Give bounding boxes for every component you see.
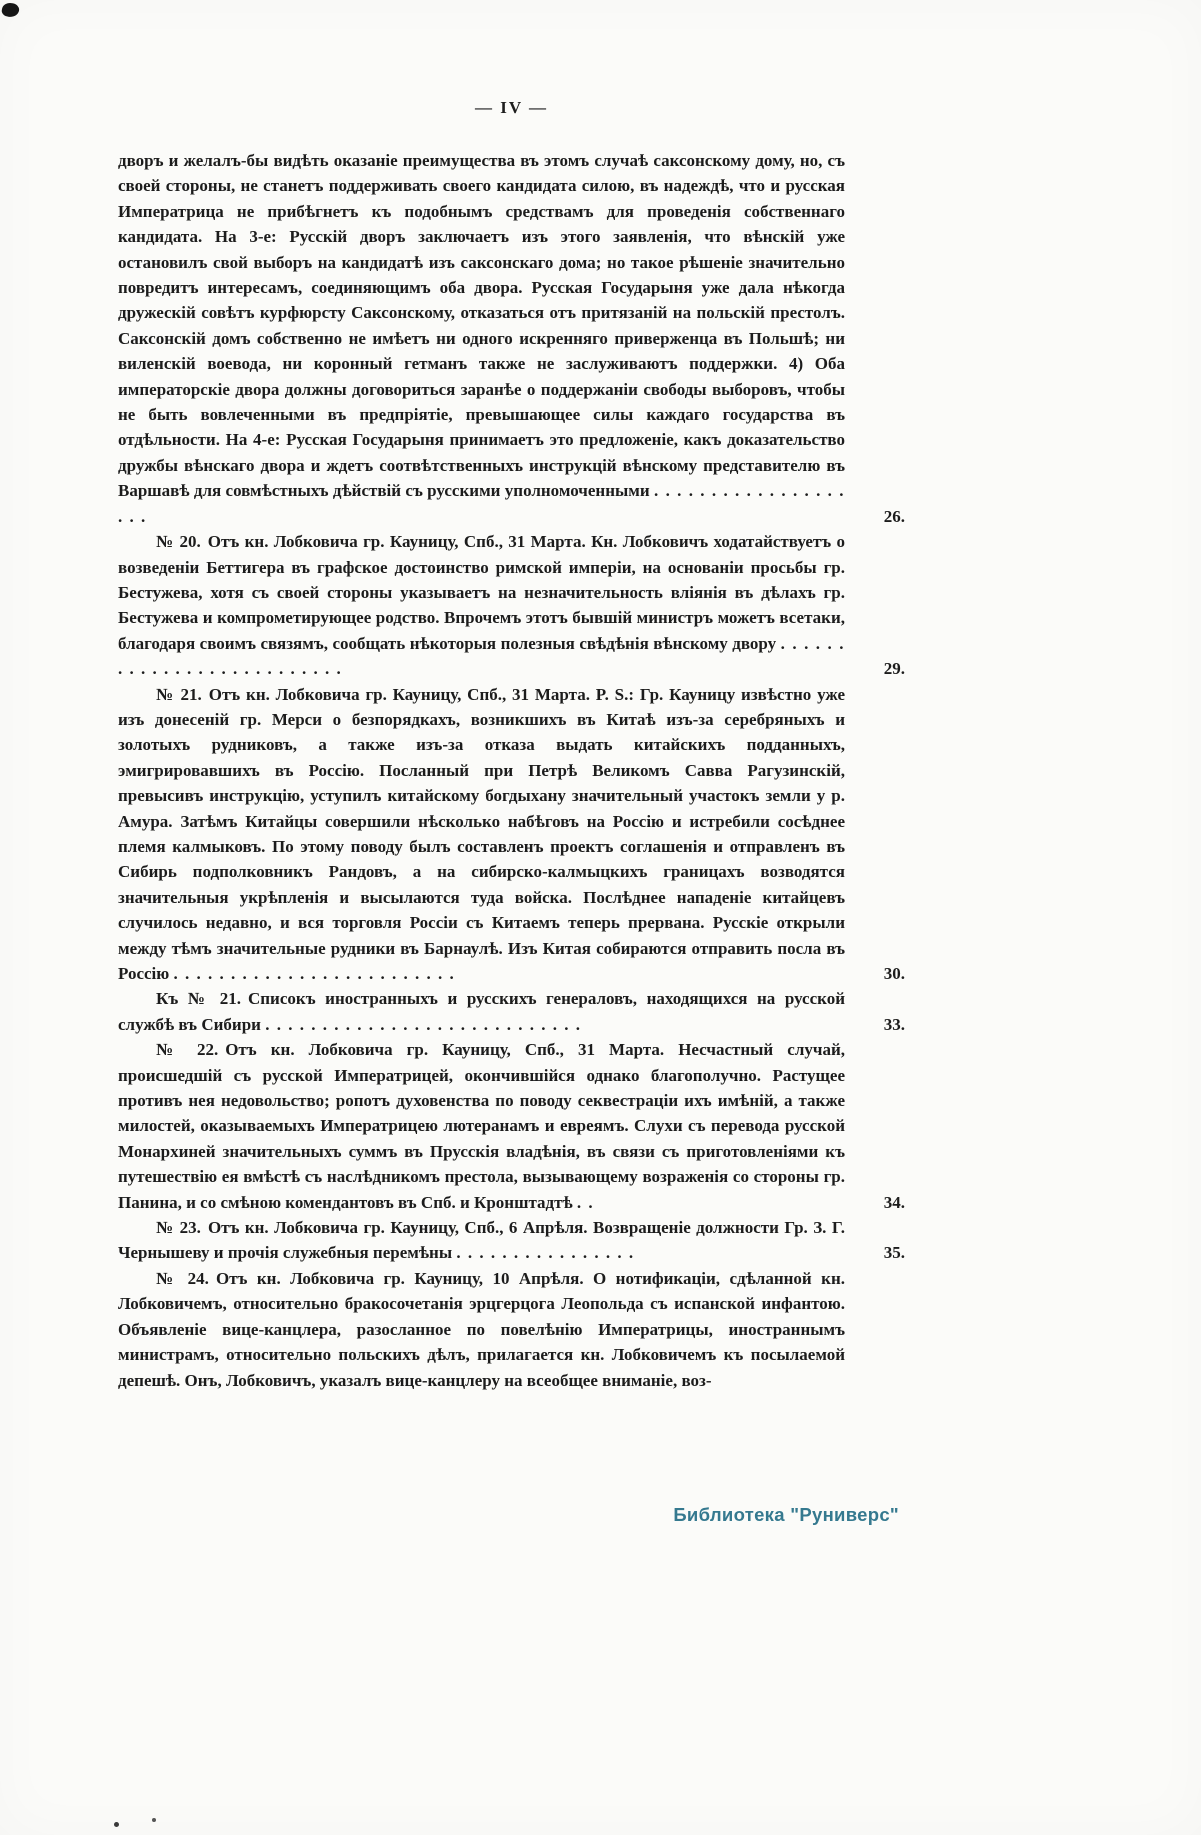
entry-body: дворъ и желалъ-бы видѣть оказаніе преимущества въ этомъ случаѣ саксонскому дому, но, съ своей стороны, не станетъ поддерживать своего кандидата силою, въ надеждѣ, что и русская Императрица не прибѣгнетъ къ подобнымъ средствамъ для проведенія собственнаго кандидата. На 3-е: Русскій дворъ заключаетъ изъ этого заявленія, что вѣнскій уже остановилъ свой выборъ на кандидатѣ изъ саксонскаго дома; но такое рѣшеніе значительно повредитъ интересамъ, соединяющимъ оба двора. Русская Государыня уже дала нѣкогда дружескій совѣтъ курфюрсту Саксонскому, отказаться отъ притязаній на польскій престолъ. Саксонскій домъ собственно не имѣетъ ни одного искренняго приверженца въ Польшѣ; ни виленскій воевода, ни коронный гетманъ также не заслуживаютъ поддержки. 4) Оба императорскіе двора должны договориться заранѣе о поддержаніи свободы выборовъ, чтобы не быть вовлеченными въ предпріятіе, превышающее силы каждаго государства въ отдѣльности. На 4-е: Русская Государыня принимаетъ это предложеніе, какъ доказательство дружбы вѣнскаго двора и ждетъ соотвѣтственныхъ инструкцій вѣнскому представителю въ Варшавѣ для совмѣстныхъ дѣйствій съ русскими уполномоченными [118,151,845,501]
entry-page-ref: 30. [883,964,905,983]
entry-number-label: № 20. [156,532,201,552]
entry-page-ref: 29. [883,659,905,679]
entry-text [118,529,845,681]
dot-leader: . . [576,1192,595,1212]
entry-page-ref: 33. [883,1014,905,1034]
entry-text [118,1266,845,1393]
dot-leader: . . . . . . . . . . . . . . . . . . . . . . . . . . . . [265,1014,582,1034]
scan-artifact [1,1,21,18]
dot-leader: . . . . . . . . . . . . . . . . . . . . . . . . . . [118,633,846,679]
entry-number-label: № 22. [156,1040,219,1060]
page-content [118,98,905,1393]
entry-number-label: № 23. [156,1218,201,1238]
scan-artifact [152,1818,156,1822]
toc-entry [118,1215,905,1266]
entry-text [118,148,845,529]
dot-leader: . . . . . . . . . . . . . . . . . . . . [118,481,846,526]
entry-text [118,1215,845,1266]
library-watermark: Библиотека "Руниверс" [673,1504,899,1525]
dot-leader: . . . . . . . . . . . . . . . . [456,1243,635,1263]
entry-body: Отъ кн. Лобковича гр. Кауницу, Спб., 31 Марта. Несчастный случай, происшедшій съ русской Императрицей, окончившійся однако благополучно. Растущее противъ нея недовольство; ропотъ духовенства по поводу секвестраціи ихъ имѣній, а также милостей, оказываемыхъ Императрицею лютеранамъ и евреямъ. Слухи съ перевода русской Монархиней значительныхъ суммъ въ Прусскія владѣнія, въ связи съ приготовленіями къ путешествію ея вмѣстѣ съ наслѣдникомъ престола, вызывающему возраженія со стороны гр. Панина, и со смѣною комендантовъ въ Спб. и Кронштадтѣ [118,1040,845,1212]
entry-body: Отъ кн. Лобковича гр. Кауницу, Спб., 31 Марта. Кн. Лобковичъ ходатайствуетъ о возведеніи Беттигера въ графское достоинство римской имперіи, на основаніи просьбы гр. Бестужева, хотя съ своей стороны указываетъ на незначительность вліянія въ дѣлахъ гр. Бестужева и компрометирующее родство. Впрочемъ этотъ бывшій министръ можетъ всетаки, благодаря своимъ связямъ, сообщать нѣкоторыя полезныя свѣдѣнія вѣнскому двору [118,532,845,653]
entry-body: Отъ кн. Лобковича гр. Кауницу, 10 Апрѣля. О нотификаціи, сдѣланной кн. Лобковичемъ, относительно бракосочетанія эрцгерцога Леопольда съ испанской инфантою. Объявленіе вице-канцлера, разосланное по повелѣнію Императрицы, иностраннымъ министрамъ, относительно польскихъ дѣлъ, прилагается кн. Лобковичемъ къ посылаемой депешѣ. Онъ, Лобковичъ, указалъ вице-канцлеру на всеобщее вниманіе, воз- [118,1268,845,1390]
toc-entry [118,682,905,987]
toc-entry [118,148,905,529]
entry-number-label: № 24. [156,1268,209,1288]
entry-page-ref: 35. [883,1243,905,1263]
toc-entry [118,1266,905,1393]
page-number-header: — IV — [474,98,549,117]
toc-entry [118,1037,905,1215]
toc-entry [118,529,905,681]
entry-text [118,682,845,987]
entry-body: Списокъ иностранныхъ и русскихъ генераловъ, находящихся на русской службѣ въ Сибири [118,989,846,1034]
dot-leader: . . . . . . . . . . . . . . . . . . . . . . . . . [173,964,456,983]
entry-page-ref: 34. [883,1192,905,1212]
entry-body: Отъ кн. Лобковича гр. Кауницу, Спб., 6 Апрѣля. Возвращеніе должности Гр. З. Г. Чернышеву и прочія служебныя перемѣны [118,1218,845,1263]
entry-text [118,1037,845,1215]
entry-number-label: № 21. [156,684,202,704]
scan-artifact [114,1822,119,1827]
toc-entry [118,986,905,1037]
toc-entries [118,148,905,1393]
entry-number-label: Къ № 21. [156,989,241,1009]
entry-page-ref: 26. [883,506,905,526]
entry-body: Отъ кн. Лобковича гр. Кауницу, Спб., 31 Марта. P. S.: Гр. Кауницу извѣстно уже изъ донесеній гр. Мерси о безпорядкахъ, возникшихъ въ Китаѣ изъ-за серебряныхъ и золотыхъ рудниковъ, а также изъ-за отказа выдать китайскихъ подданныхъ, эмигрировавшихъ въ Россію. Посланный при Петрѣ Великомъ Савва Рагузинскій, превысивъ инструкцію, уступилъ китайскому богдыхану значительный участокъ земли у р. Амура. Затѣмъ Китайцы совершили нѣсколько набѣговъ на Россію и истребили сосѣднее племя калмыковъ. По этому поводу былъ составленъ проектъ соглашенія и отправленъ въ Сибирь подполковникъ Рандовъ, а на сибирско-калмыцкихъ границахъ возводятся значительныя укрѣпленія и высылаются туда войска. Послѣднее нападеніе китайцевъ случилось недавно, и вся торговля Россіи съ Китаемъ теперь прервана. Русскіе открыли между тѣмъ значительные рудники въ Барнаулѣ. Изъ Китая собираются отправить посла въ Россію [118,684,845,983]
entry-text [118,986,845,1037]
